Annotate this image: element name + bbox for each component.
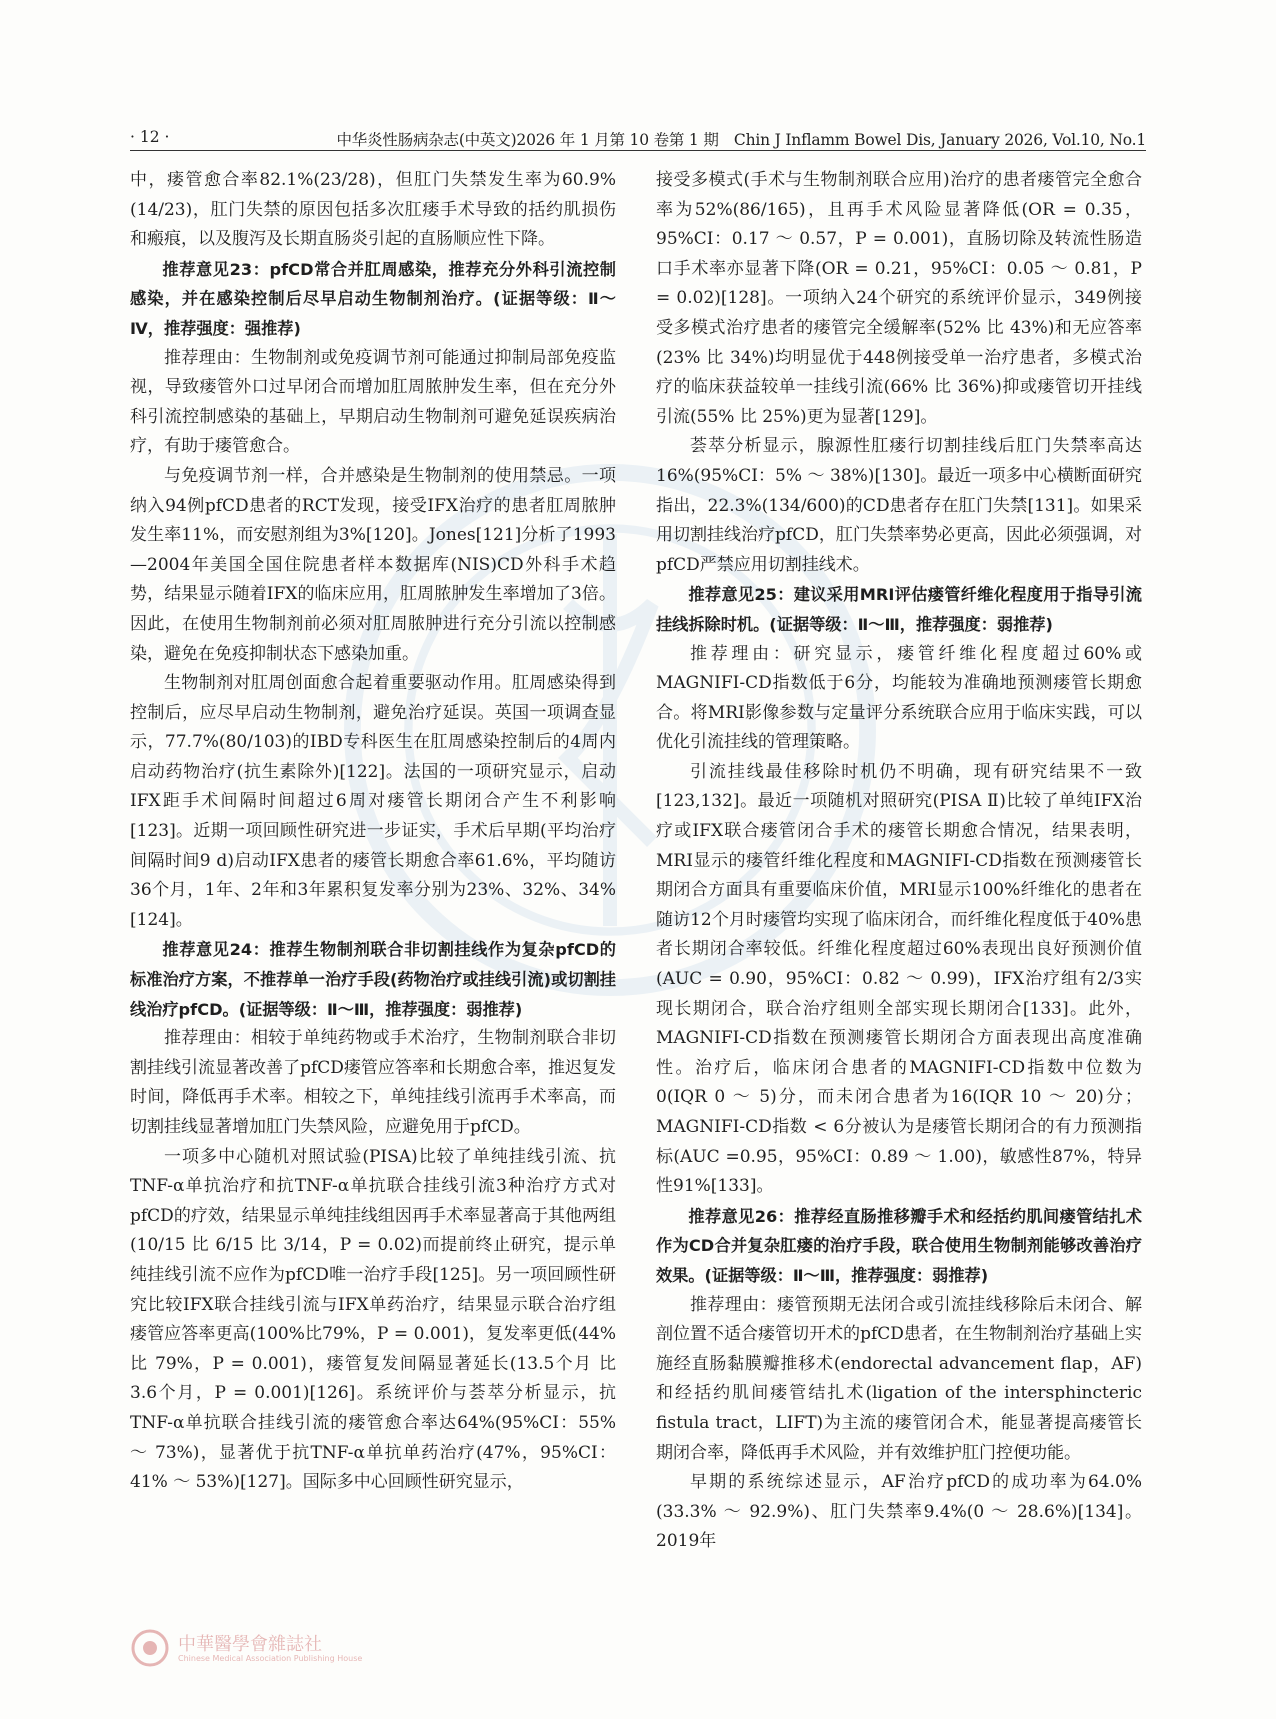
recommendation-heading: 推荐意见24：推荐生物制剂联合非切割挂线作为复杂pfCD的标准治疗方案，不推荐单一治疗手段(药物治疗或挂线引流)或切割挂线治疗pfCD。(证据等级：Ⅱ～Ⅲ，推荐强度：弱推荐) <box>130 940 616 1019</box>
left-column <box>130 166 616 1498</box>
body-paragraph: 与免疫调节剂一样，合并感染是生物制剂的使用禁忌。一项纳入94例pfCD患者的RCT发现，接受IFX治疗的患者肛周脓肿发生率11%，而安慰剂组为3%[120]。Jones[121]分析了1993—2004年美国全国住院患者样本数据库(NIS)CD外科手术趋势，结果显示随着IFX的临床应用，肛周脓肿发生率增加了3倍。因此，在使用生物制剂前必须对肛周脓肿进行充分引流以控制感染，避免在免疫抑制状态下感染加重。 <box>130 465 616 664</box>
recommendation-heading: 推荐意见23：pfCD常合并肛周感染，推荐充分外科引流控制感染，并在感染控制后尽早启动生物制剂治疗。(证据等级：Ⅱ～Ⅳ，推荐强度：强推荐) <box>130 259 616 338</box>
body-paragraph: 中，瘘管愈合率82.1%(23/28)，但肛门失禁发生率为60.9%(14/23)，肛门失禁的原因包括多次肛瘘手术导致的括约肌损伤和瘢痕，以及腹泻及长期直肠炎引起的直肠顺应性下降。 <box>130 170 616 250</box>
publisher-name-en: Chinese Medical Association Publishing House <box>178 1654 363 1663</box>
body-paragraph: 推荐理由：生物制剂或免疫调节剂可能通过抑制局部免疫监视，导致瘘管外口过早闭合而增加肛周脓肿发生率，但在充分外科引流控制感染的基础上，早期启动生物制剂可避免延误疾病治疗，有助于瘘管愈合。 <box>130 347 616 457</box>
body-paragraph: 接受多模式(手术与生物制剂联合应用)治疗的患者瘘管完全愈合率为52%(86/165)，且再手术风险显著降低(OR = 0.35，95%CI：0.17 ～ 0.57，P = 0.001)，直肠切除及转流性肠造口手术率亦显著下降(OR = 0.21，95%CI：0.05 ～ 0.81，P = 0.02)[128]。一项纳入24个研究的系统评价显示，349例接受多模式治疗患者的瘘管完全缓解率(52% 比 43%)和无应答率(23% 比 34%)均明显优于448例接受单一治疗患者，多模式治疗的临床获益较单一挂线引流(66% 比 36%)抑或瘘管切开挂线引流(55% 比 25%)更为显著[129]。 <box>656 170 1142 427</box>
body-paragraph: 生物制剂对肛周创面愈合起着重要驱动作用。肛周感染得到控制后，应尽早启动生物制剂，避免治疗延误。英国一项调查显示，77.7%(80/103)的IBD专科医生在肛周感染控制后的4周内启动药物治疗(抗生素除外)[122]。法国的一项研究显示，启动IFX距手术间隔时间超过6周对瘘管长期闭合产生不利影响[123]。近期一项回顾性研究进一步证实，手术后早期(平均治疗间隔时间9 d)启动IFX患者的瘘管长期愈合率61.6%，平均随访36个月，1年、2年和3年累积复发率分别为23%、32%、34%[124]。 <box>130 673 616 930</box>
body-paragraph: 推荐理由：研究显示，瘘管纤维化程度超过60%或MAGNIFI-CD指数低于6分，均能较为准确地预测瘘管长期愈合。将MRI影像参数与定量评分系统联合应用于临床实践，可以优化引流挂线的管理策略。 <box>656 643 1142 753</box>
body-paragraph: 荟萃分析显示，腺源性肛瘘行切割挂线后肛门失禁率高达16%(95%CI：5% ～ 38%)[130]。最近一项多中心横断面研究指出，22.3%(134/600)的CD患者存在肛门失禁[131]。如果采用切割挂线治疗pfCD，肛门失禁率势必更高，因此必须强调，对pfCD严禁应用切割挂线术。 <box>656 436 1142 575</box>
running-header <box>130 126 1146 151</box>
body-paragraph: 引流挂线最佳移除时机仍不明确，现有研究结果不一致[123,132]。最近一项随机对照研究(PISA Ⅱ)比较了单纯IFX治疗或IFX联合瘘管闭合手术的瘘管长期愈合情况，结果表明，MRI显示的瘘管纤维化程度和MAGNIFI-CD指数在预测瘘管长期闭合方面具有重要临床价值，MRI显示100%纤维化的患者在随访12个月时瘘管均实现了临床闭合，而纤维化程度低于40%患者长期闭合率较低。纤维化程度超过60%表现出良好预测价值(AUC = 0.90，95%CI：0.82 ～ 0.99)，IFX治疗组有2/3实现长期闭合，联合治疗组则全部实现长期闭合[133]。此外，MAGNIFI-CD指数在预测瘘管长期闭合方面表现出高度准确性。治疗后，临床闭合患者的MAGNIFI-CD指数中位数为0(IQR 0 ～ 5)分，而未闭合患者为16(IQR 10 ～ 20)分；MAGNIFI-CD指数 < 6分被认为是瘘管长期闭合的有力预测指标(AUC =0.95，95%CI：0.89 ～ 1.00)，敏感性87%，特异性91%[133]。 <box>656 761 1142 1197</box>
recommendation-heading: 推荐意见26：推荐经直肠推移瓣手术和经括约肌间瘘管结扎术作为CD合并复杂肛瘘的治疗手段，联合使用生物制剂能够改善治疗效果。(证据等级：Ⅱ～Ⅲ，推荐强度：弱推荐) <box>656 1206 1142 1285</box>
body-paragraph: 推荐理由：相较于单纯药物或手术治疗，生物制剂联合非切割挂线引流显著改善了pfCD瘘管应答率和长期愈合率，推迟复发时间，降低再手术率。相较之下，单纯挂线引流再手术率高，而切割挂线显著增加肛门失禁风险，应避免用于pfCD。 <box>130 1028 616 1137</box>
publisher-logo-icon <box>130 1628 170 1668</box>
recommendation-heading: 推荐意见25：建议采用MRI评估瘘管纤维化程度用于指导引流挂线拆除时机。(证据等级：Ⅱ～Ⅲ，推荐强度：弱推荐) <box>656 585 1142 634</box>
body-paragraph: 早期的系统综述显示，AF治疗pfCD的成功率为64.0%(33.3% ～ 92.9%)、肛门失禁率9.4%(0 ～ 28.6%)[134]。2019年 <box>656 1472 1142 1552</box>
publisher-watermark <box>130 1628 570 1670</box>
body-paragraph: 一项多中心随机对照试验(PISA)比较了单纯挂线引流、抗TNF-α单抗治疗和抗TNF-α单抗联合挂线引流3种治疗方式对pfCD的疗效，结果显示单纯挂线组因再手术率显著高于其他两组(10/15 比 6/15 比 3/14，P = 0.02)而提前终止研究，提示单纯挂线引流不应作为pfCD唯一治疗手段[125]。另一项回顾性研究比较IFX联合挂线引流与IFX单药治疗，结果显示联合治疗组瘘管应答率更高(100%比79%，P = 0.001)，复发率更低(44% 比 79%，P = 0.001)，瘘管复发间隔显著延长(13.5个月 比 3.6个月，P = 0.001)[126]。系统评价与荟萃分析显示，抗TNF-α单抗联合挂线引流的瘘管愈合率达64%(95%CI：55% ～ 73%)，显著优于抗TNF-α单抗单药治疗(47%，95%CI：41% ～ 53%)[127]。国际多中心回顾性研究显示， <box>130 1146 616 1493</box>
page-number: · 12 · <box>130 128 170 146</box>
body-paragraph: 推荐理由：瘘管预期无法闭合或引流挂线移除后未闭合、解剖位置不适合瘘管切开术的pfCD患者，在生物制剂治疗基础上实施经直肠黏膜瓣推移术(endorectal advancement flap，AF)和经括约肌间瘘管结扎术(ligation of the intersphincteric fistula tract，LIFT)为主流的瘘管闭合术，能显著提高瘘管长期闭合率，降低再手术风险，并有效维护肛门控便功能。 <box>656 1294 1142 1463</box>
right-column <box>656 166 1142 1557</box>
publisher-name-cn: 中華醫學會雜誌社 <box>178 1634 322 1655</box>
journal-citation: 中华炎性肠病杂志(中英文)2026 年 1 月第 10 卷第 1 期 Chin J Inflamm Bowel Dis, January 2026, Vol.10, No.1 <box>336 131 1146 149</box>
